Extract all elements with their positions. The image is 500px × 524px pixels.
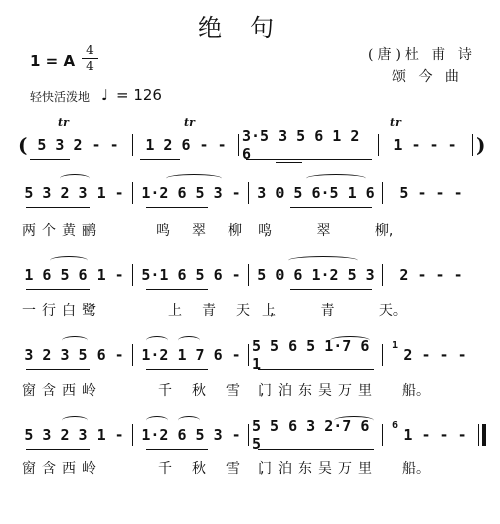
barline	[382, 424, 383, 446]
barline	[382, 182, 383, 204]
measure: 1·2 6 5 3 -	[141, 184, 241, 202]
measure: 2 - - -	[403, 346, 467, 364]
lyric-line: 鸣 翠 柳,	[258, 223, 394, 239]
beam	[146, 207, 208, 208]
beam	[146, 369, 208, 370]
measure: 1·2 6 5 3 -	[141, 426, 241, 444]
beam	[146, 289, 208, 290]
lyric-line: 门泊东吴万里	[258, 461, 378, 477]
measure: 3 2 3 5 6 -	[24, 346, 124, 364]
lyric-line: 千秋雪,	[158, 383, 285, 399]
lyrics-row-2	[18, 220, 484, 240]
beam	[258, 449, 374, 450]
beam	[140, 159, 180, 160]
measure: 5 3 2 3 1 -	[24, 184, 124, 202]
barline	[238, 134, 239, 156]
beam	[290, 207, 372, 208]
beam	[258, 369, 374, 370]
beam	[26, 449, 90, 450]
measure: 5 - - -	[399, 184, 463, 202]
beam	[146, 449, 208, 450]
measure: 2 - - -	[399, 266, 463, 284]
measure: 1 - - -	[393, 136, 457, 154]
song-title: 绝句	[198, 14, 302, 42]
staff-row-4	[18, 337, 484, 382]
measure: 5 5 6 5 1·7 6 1	[252, 337, 370, 373]
barline	[132, 424, 133, 446]
lyric-line: 千秋雪,	[158, 461, 285, 477]
barline	[382, 344, 383, 366]
beam	[246, 159, 372, 160]
final-barline	[482, 424, 486, 446]
trill-mark: tr	[390, 116, 401, 129]
poet-credit: (唐)杜 甫 诗	[368, 47, 476, 63]
barline	[478, 424, 479, 446]
lyric-line: 上青天,	[168, 303, 295, 319]
grace-note: 6	[392, 420, 399, 431]
staff-row-1	[18, 116, 486, 172]
lyric-line: 船。	[402, 383, 430, 399]
measure: 5 5 6 3 2·7 6 5	[252, 417, 370, 453]
repeat-start: (	[18, 133, 28, 157]
staff-row-5	[18, 417, 484, 462]
barline	[382, 264, 383, 286]
tempo-value: = 126	[116, 86, 162, 104]
measure: 5 3 2 - -	[37, 136, 119, 154]
trill-mark: tr	[184, 116, 195, 129]
time-signature	[82, 44, 98, 73]
measure: 3·5 3 5 6 1 2 6	[242, 127, 360, 163]
measure: 3 0 5 6·5 1 6	[257, 184, 375, 202]
barline	[472, 134, 473, 156]
lyrics-row-5	[18, 458, 484, 478]
lyric-line: 上 青 天。	[262, 303, 407, 319]
barline	[248, 264, 249, 286]
staff-row-2	[18, 180, 484, 220]
lyric-line: 两个黄鹂	[22, 223, 102, 239]
measure: 1·2 1 7 6 -	[141, 346, 241, 364]
time-signature-top: 4	[86, 43, 94, 57]
beam	[30, 159, 70, 160]
beam	[276, 162, 302, 163]
lyrics-row-3	[18, 300, 484, 320]
barline	[132, 134, 133, 156]
trill-mark: tr	[58, 116, 69, 129]
staff-row-3	[18, 262, 484, 302]
lyric-line: 鸣翠柳,	[156, 223, 291, 239]
barline	[132, 344, 133, 366]
repeat-end: )	[476, 133, 486, 157]
barline	[248, 182, 249, 204]
beam	[290, 289, 372, 290]
measure: 1 2 6 - -	[145, 136, 227, 154]
time-signature-bottom: 4	[86, 59, 94, 73]
barline	[248, 344, 249, 366]
lyric-line: 船。	[402, 461, 430, 477]
grace-note: 1	[392, 340, 399, 351]
barline	[132, 264, 133, 286]
key-signature: 1 = A	[30, 52, 76, 70]
quarter-note-icon: ♩	[101, 86, 109, 104]
lyric-line: 窗含西岭	[22, 383, 102, 399]
measure: 5 3 2 3 1 -	[24, 426, 124, 444]
beam	[26, 207, 90, 208]
lyric-line: 门泊东吴万里	[258, 383, 378, 399]
lyric-line: 窗含西岭	[22, 461, 102, 477]
barline	[378, 134, 379, 156]
beam	[26, 369, 90, 370]
composer-credit: 颂 今 曲	[392, 69, 463, 85]
measure: 1 - - -	[403, 426, 467, 444]
measure: 5 0 6 1·2 5 3	[257, 266, 375, 284]
measure: 5·1 6 5 6 -	[141, 266, 241, 284]
barline	[248, 424, 249, 446]
lyric-line: 一行白鹭	[22, 303, 102, 319]
lyrics-row-4	[18, 380, 484, 400]
measure: 1 6 5 6 1 -	[24, 266, 124, 284]
beam	[26, 289, 90, 290]
tempo-marking: 轻快活泼地	[30, 90, 91, 104]
barline	[132, 182, 133, 204]
